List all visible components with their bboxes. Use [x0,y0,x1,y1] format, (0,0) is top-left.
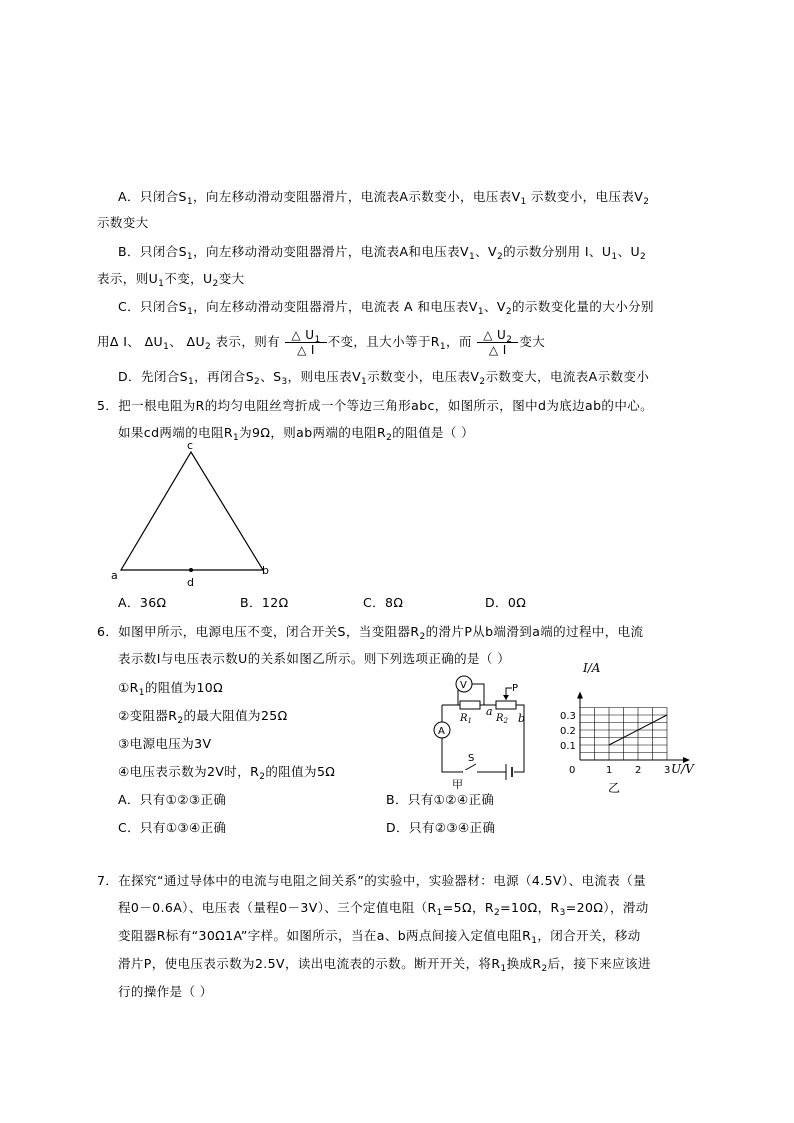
q4-option-c-line2: 用Δ I、 $\Delta U_1$、 $\Delta U_2$ 表示，则有 $\frac{\triangle U_1}{\triangle I}$ 不变，且大小等于$R_1$，而 $\frac{\triangle U_2}{\triangle I}$ 变大 [97,328,546,357]
chart-caption: 乙 [608,781,621,795]
q6-option-c[interactable]: C．只有①③④正确 [118,820,227,835]
q7-stem-line3: 变阻器R标有“30Ω1A”字样。如图所示，当在a、b两点间接入定值电阻$R_1$，闭合开关，移动 [118,928,641,946]
circuit-diagram [428,670,540,790]
x-tick-label: 3 [664,765,671,776]
label-d: d [187,576,194,588]
slider-arrowhead [503,695,509,700]
y-tick-label: 0.2 [560,726,576,737]
r2-label: $R_2$ [496,713,508,725]
q5-stem-line2: 如果cd两端的电阻$R_1$为9Ω，则ab两端的电阻$R_2$的阻值是（ ） [118,425,475,443]
q5-option-c[interactable]: C．8Ω [363,595,404,610]
q5-option-b[interactable]: B．12Ω [240,595,289,610]
y-tick-label: 0.3 [560,711,576,722]
q7-stem-line2: 程0－0.6A）、电压表（量程0－3V）、三个定值电阻（$R_1=5\Omega$，$R_2=10\Omega$，$R_3=20\Omega$），滑动 [118,900,649,918]
voltmeter-label: V [460,680,467,691]
q6-stem-line1: 6．如图甲所示，电源电压不变，闭合开关S，当变阻器$R_2$的滑片P从b端滑到a端的过程中，电流 [97,624,644,642]
q5-option-a[interactable]: A．36Ω [118,595,167,610]
y-tick-label: 0.1 [560,741,576,752]
q7-stem-line1: 7．在探究“通过导体中的电流与电阻之间关系”的实验中，实验器材：电源（4.5V）、电流表（量 [97,873,646,888]
label-c: c [187,440,194,452]
resistor-r2 [496,701,516,709]
triangle-diagram [108,440,278,588]
q6-option-b[interactable]: B．只有①②④正确 [386,792,495,807]
resistor-r1 [460,701,480,709]
chart-ylabel: I/A [583,661,601,675]
fraction-du1-di: $\frac{\triangle U_1}{\triangle I}$ [285,328,326,357]
slider-label: P [512,683,519,694]
q4-option-b-line2: 表示，则$U_1$不变，$U_2$变大 [97,271,245,289]
chart-xlabel: U/V [671,762,694,776]
x-tick-label: 1 [606,765,613,776]
q6-option-d[interactable]: D．只有②③④正确 [386,820,496,835]
q4-option-a-line2: 示数变大 [97,215,149,230]
iu-chart [556,660,696,800]
q6-statement-3: ③电源电压为3V [118,736,212,751]
fraction-du2-di: $\frac{\triangle U_2}{\triangle I}$ [477,328,518,357]
x-tick-label: 0 [569,765,576,776]
q5-stem-line1: 5．把一根电阻为R的均匀电阻丝弯折成一个等边三角形abc，如图所示，图中d为底边ab的中心。 [97,398,654,413]
chart-grid [580,708,667,761]
q6-statement-1: $①R_1$的阻值为10Ω [118,680,224,698]
point-d [189,568,193,572]
q6-option-a[interactable]: A．只有①②③正确 [118,792,227,807]
label-b: b [262,564,269,577]
q6-statement-2: ②变阻器$R_2$的最大阻值为25Ω [118,708,288,726]
circuit-caption: 甲 [452,778,463,790]
x-tick-label: 2 [635,765,642,776]
q7-stem-line4: 滑片P，使电压表示数为2.5V，读出电流表的示数。断开开关，将$R_1$换成$R_2$后，接下来应该进 [118,956,651,974]
r1-label: $R_1$ [460,713,472,725]
y-axis-arrow [577,692,583,699]
terminal-a: a [486,705,493,718]
switch-label: S [468,753,475,764]
q5-option-d[interactable]: D．0Ω [485,595,527,610]
switch-gap [463,770,477,774]
chart-ticks [560,711,670,776]
q4-option-d: D．先闭合$S_1$，再闭合$S_2$、$S_3$，则电压表$V_1$示数变小，电压表$V_2$示数变大，电流表A示数变小 [118,369,650,387]
q4-option-b-line1: B．只闭合$S_1$，向左移动滑动变阻器滑片，电流表A和电压表$V_1$、$V_2$的示数分别用 I、$U_1$、$U_2$ [118,244,647,262]
q4-option-a-line1: A．只闭合$S_1$，向左移动滑动变阻器滑片，电流表A示数变小，电压表$V_1$ 示数变小，电压表$V_2$ [118,189,650,207]
q6-stem-line2: 表示数I与电压表示数U的关系如图乙所示。则下列选项正确的是（ ） [118,651,511,666]
battery-gap [506,766,512,778]
label-a: a [111,569,118,582]
triangle-abc [121,452,263,570]
q6-statement-4: ④电压表示数为2V时，$R_2$的阻值为5Ω [118,764,336,782]
terminal-b: b [518,712,526,725]
ammeter-label: A [438,726,445,737]
q7-stem-line5: 行的操作是（ ） [118,984,213,999]
q4-option-c-line1: C．只闭合$S_1$，向左移动滑动变阻器滑片，电流表 A 和电压表$V_1$、$V_2$的示数变化量的大小分别 [118,299,654,317]
